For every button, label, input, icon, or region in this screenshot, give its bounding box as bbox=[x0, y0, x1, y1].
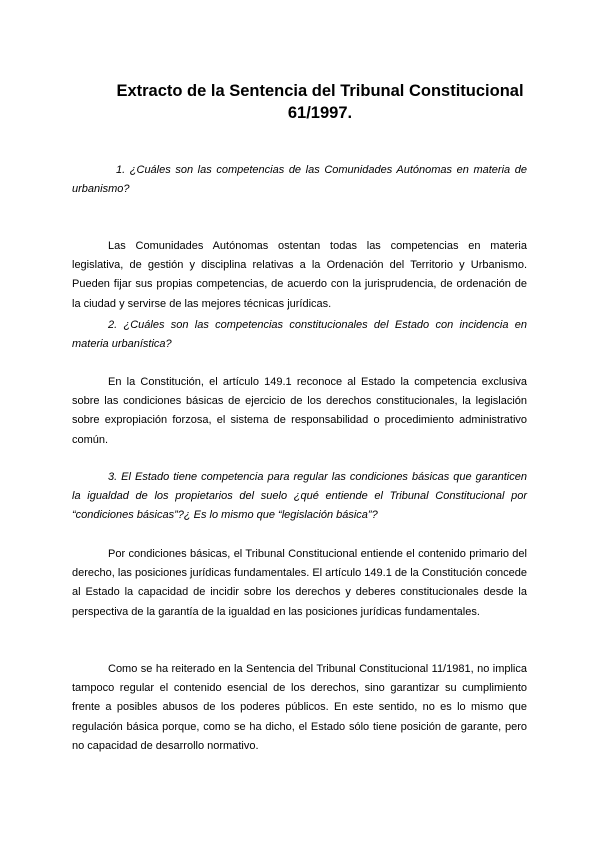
page-title bbox=[70, 80, 570, 124]
answer-3-continued: Como se ha reiterado en la Sentencia del Tribunal Constitucional 11/1981, no implica tampoco regular el contenido esencial de los derechos, sino garantizar su cumplimiento frente a posibles abusos de los poderes públicos. En este sentido, no es lo mismo que regulación básica porque, como se ha dicho, el Estado sólo tiene posición de garante, pero no capacidad de desarrollo normativo. bbox=[72, 663, 527, 752]
answer-3: Por condiciones básicas, el Tribunal Constitucional entiende el contenido primario del derecho, las posiciones jurídicas fundamentales. El artículo 149.1 de la Constitución concede al Estado la capacidad de incidir sobre los derechos y deberes constitucionales desde la perspectiva de la garantía de la igualdad en las posiciones jurídicas fundamentales. bbox=[72, 548, 527, 618]
answer-1: Las Comunidades Autónomas ostentan todas las competencias en materia legislativa, de gestión y disciplina relativas a la Ordenación del Territorio y Urbanismo. Pueden fijar sus propias competencias, de acuerdo con la jurisprudencia, de ordenación de la ciudad y servirse de las mejores técnicas jurídicas. bbox=[72, 240, 527, 310]
title-line-1: Extracto de la Sentencia del Tribunal Constitucional bbox=[116, 82, 524, 100]
question-2: 2. ¿Cuáles son las competencias constitucionales del Estado con incidencia en materia urbanística? bbox=[72, 319, 527, 351]
question-1: 1. ¿Cuáles son las competencias de las Comunidades Autónomas en materia de urbanismo? bbox=[72, 164, 527, 196]
answer-2: En la Constitución, el artículo 149.1 reconoce al Estado la competencia exclusiva sobre las condiciones básicas de ejercicio de los derechos constitucionales, la legislación sobre expropiación forzosa, el sistema de responsabilidad o procedimiento administrativo común. bbox=[72, 376, 527, 446]
title-line-2: 61/1997. bbox=[287, 104, 353, 122]
question-3: 3. El Estado tiene competencia para regular las condiciones básicas que garanticen la igualdad de los propietarios del suelo ¿qué entiende el Tribunal Constitucional por “condiciones básicas”?¿ Es lo mismo que “legislación básica”? bbox=[72, 471, 527, 522]
